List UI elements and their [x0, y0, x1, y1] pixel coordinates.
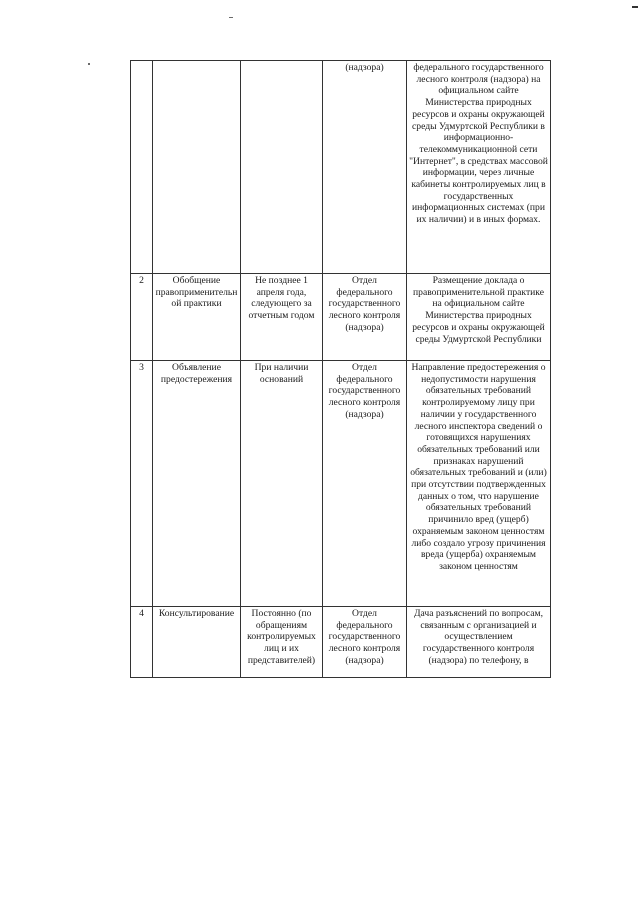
measure-description: Размещение доклада о правоприменительной практике на официальном сайте Министерства природных ресурсов и охраны окружающей среды Удмуртской Республики	[407, 274, 551, 361]
measure-term: Не позднее 1 апреля года, следующего за отчетным годом	[241, 274, 323, 361]
measure-name: Обобщение правоприменительной практики	[153, 274, 241, 361]
measures-table	[130, 60, 551, 678]
row-number	[131, 61, 153, 274]
table-row	[131, 274, 551, 361]
row-number: 3	[131, 361, 153, 607]
row-number: 2	[131, 274, 153, 361]
scan-speck	[229, 17, 233, 18]
scan-speck	[88, 63, 90, 65]
measure-name: Консультирование	[153, 607, 241, 678]
measure-description: Дача разъяснений по вопросам, связанным с организацией и осуществлением государственного контроля (надзора) по телефону, в	[407, 607, 551, 678]
measure-name	[153, 61, 241, 274]
table-row	[131, 361, 551, 607]
measure-description: Направление предостережения о недопустимости нарушения обязательных требований контролируемому лицу при наличии у государственного лесного инспектора сведений о готовящихся нарушениях обязательных требований или признаках нарушений обязательных требований и (или) при отсутствии подтвержденных данных о том, что нарушение обязательных требований причинило вред (ущерб) охраняемым законом ценностям либо создало угрозу причинения вреда (ущерба) охраняемым законом ценностям	[407, 361, 551, 607]
scan-speck	[632, 6, 638, 8]
row-number: 4	[131, 607, 153, 678]
table-row	[131, 61, 551, 274]
measure-term	[241, 61, 323, 274]
measure-responsible: Отдел федерального государственного лесного контроля (надзора)	[323, 607, 407, 678]
measure-description: федерального государственного лесного контроля (надзора) на официальном сайте Министерства природных ресурсов и охраны окружающей среды Удмуртской Республики в информационно-телекоммуникационной сети "Интернет", в средствах массовой информации, через личные кабинеты контролируемых лиц в государственных информационных системах (при их наличии) и в иных формах.	[407, 61, 551, 274]
measure-responsible: (надзора)	[323, 61, 407, 274]
measure-term: Постоянно (по обращениям контролируемых лиц и их представителей)	[241, 607, 323, 678]
measure-responsible: Отдел федерального государственного лесного контроля (надзора)	[323, 361, 407, 607]
measure-term: При наличии оснований	[241, 361, 323, 607]
table-row	[131, 607, 551, 678]
measure-responsible: Отдел федерального государственного лесного контроля (надзора)	[323, 274, 407, 361]
measure-name: Объявление предостережения	[153, 361, 241, 607]
